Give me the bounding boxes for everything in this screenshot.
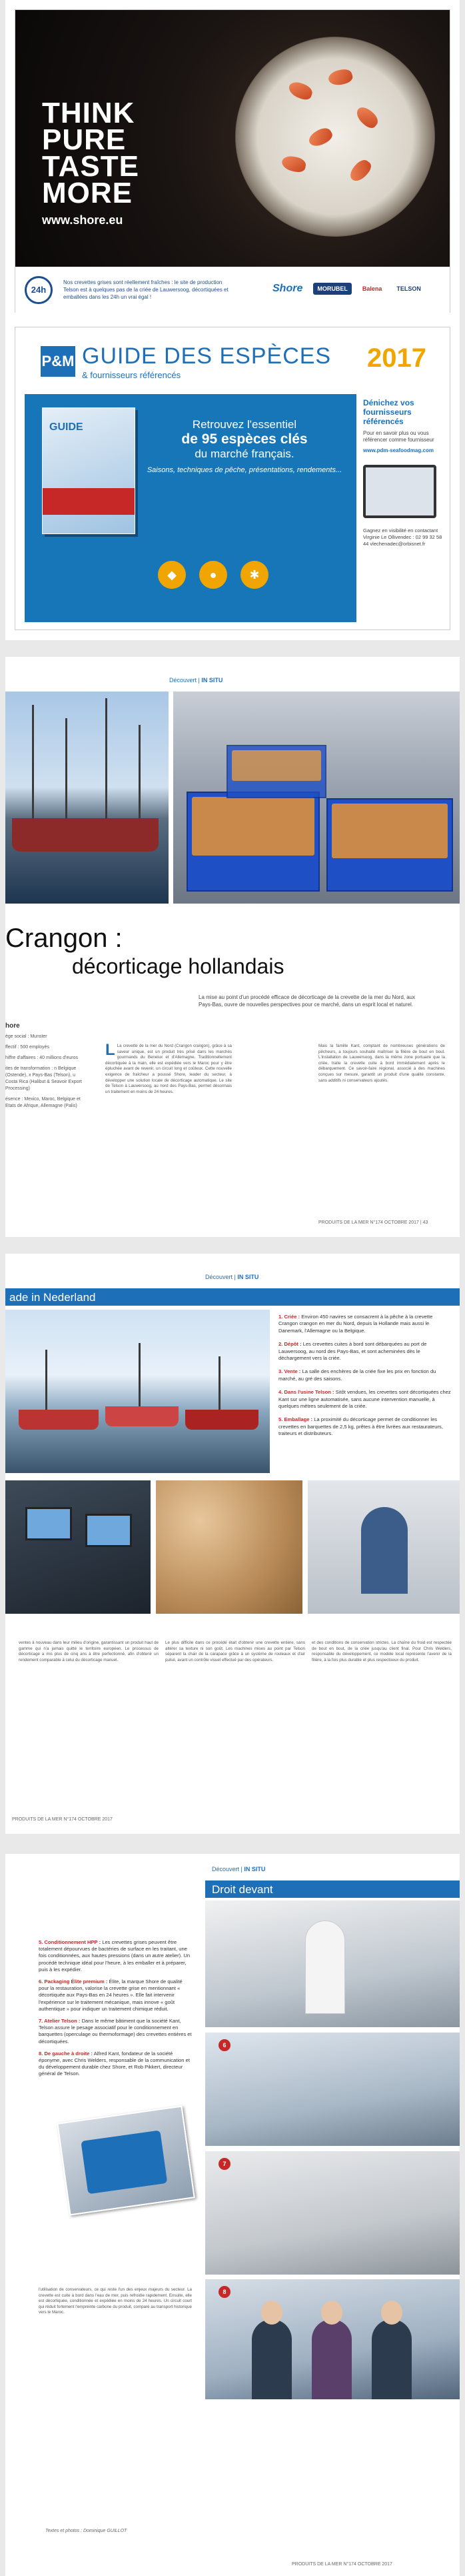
pitch-line-2: de 95 espèces clés: [181, 431, 308, 447]
article-page-nederland: [5, 1254, 460, 1834]
article-subtitle: décorticage hollandais: [72, 954, 284, 978]
page-folio: PRODUITS DE LA MER N°174 OCTOBRE 2017: [292, 2562, 392, 2567]
shore-ad-footer: [15, 267, 450, 313]
guide-especes-advertisement[interactable]: [15, 327, 450, 630]
side-contact: Gagnez en visibilité en contactant Virginie Le Ollivendec : 02 99 32 58 44 vlechenadec@orbisnet.fr: [363, 527, 442, 547]
ad-page: [5, 0, 460, 640]
shore-ad-text: Nos crevettes grises sont réellement fraîches : le site de production Telson est à quelques pas de la criée de Lauwersoog, décortiquées et emballées dans les 24h un vrai égal !: [63, 279, 229, 300]
shore-slogan: THINK PURE TASTE MORE: [42, 97, 139, 209]
article-title: Crangon :: [5, 924, 123, 953]
monitor-icon: [363, 465, 436, 518]
process-steps: [39, 1939, 192, 2083]
sidebar-item: ffectif : 500 employés: [5, 1045, 50, 1050]
brand-logos: [268, 280, 425, 297]
step-item: 8. De gauche à droite : Alfred Kant, fondateur de la société éponyme, avec Chris Welders, responsable de la communication et du développement durable chez Shore, et Rob Pikkert, directeur général de Telson.: [39, 2050, 190, 2077]
telson-logo: TELSON: [396, 285, 421, 292]
article-column: l'utilisation de conservateurs, ce qui reste l'un des enjeux majeurs du secteur. La crevette est cuite à bord dans l'eau de mer, puis refroidie rapidement. Ensuite, elle est décortiquée, conditionnée et expédiée en moins de 24 heures. Un circuit court qui réduit fortement l'empreinte carbone du produit, comparé au transport historique vers le Maroc.: [39, 2287, 192, 2315]
sidebar-item: ège social : Munster: [5, 1034, 47, 1039]
sidebar-title: hore: [5, 1022, 20, 1030]
article-column-2: Le plus difficile dans ce procédé était d'obtenir une crevette entière, sans altérer sa texture ni son goût. Les machines mises au point par Telson séparent la chair de la carapace grâce à un système de rouleaux et d'air pulsé, avant un contrôle visuel effectué par des opérateurs.: [165, 1640, 305, 1662]
species-icons: [158, 561, 268, 589]
crab-icon: ✱: [240, 561, 268, 589]
guide-book-image: [42, 407, 135, 534]
step-item: 5. Conditionnement HPP : Les crevettes grises peuvent être totalement dépourvues de bactéries de surface en les traitant, une fois conditionnées, aux hautes pressions (dans un autre atelier). Un procédé technique idéal pour l'heure, à les emballer et à préparer, puis à les expédier.: [39, 1939, 191, 1973]
guide-sidebar: [363, 398, 444, 547]
step-number-badge: 6: [219, 2039, 231, 2051]
guide-header: [15, 327, 450, 394]
side-text: Pour en savoir plus ou vous référencer comme fournisseur: [363, 430, 434, 443]
page-folio: PRODUITS DE LA MER N°174 OCTOBRE 2017 | 43: [318, 1220, 428, 1225]
step-item: 2. Dépôt : Les crevettes cuites à bord sont débarquées au port de Lauwersoog, au nord des Pays-Bas, et sont acheminées dès le déchargement vers la criée.: [278, 1341, 427, 1362]
sidebar-item: ites de transformation : n Belgique (Ostende), x Pays-Bas (Telson), u Costa Rica (Halibut & Seavoir Export Processing): [5, 1066, 82, 1091]
shore-logo: Shore: [272, 283, 303, 294]
guide-pitch: [145, 418, 344, 475]
article-page-droit-devant: [5, 1854, 460, 2576]
article-intro: La mise au point d'un procédé efficace de décorticage de la crevette de la mer du Nord, aux Pays-Bas, ouvre de nouvelles perspectives pour ce marché, dans un esprit local et naturel.: [199, 994, 416, 1008]
article-column-3: et des conditions de conservation strictes. La chaîne du froid est respectée de bout en bout, de la criée jusqu'au client final. Pour Chris Welders, responsable du développement, ce modèle local représente l'avenir de la filière, à la fois plus durable et plus respectueux du produit.: [312, 1640, 452, 1662]
team-portrait-photo: [205, 2279, 460, 2399]
sidebar-item: ésence : Mexico, Maroc, Belgique et Etats de Afrique, Allemagne (Palis): [5, 1097, 81, 1108]
photo-credit: Textes et photos : Dominique GUILLOT: [45, 2529, 127, 2533]
telson-workshop-photo: [205, 2151, 460, 2275]
guide-title: GUIDE DES ESPÈCES: [82, 343, 332, 369]
product-pack-photo: [57, 2105, 195, 2215]
shrimp-pile-photo: [156, 1480, 302, 1614]
book-title: GUIDE: [49, 421, 83, 433]
pitch-line-3: du marché français.: [195, 447, 294, 460]
sidebar-item: hiffre d'affaires : 40 millions d'euros: [5, 1056, 79, 1060]
morubel-logo: MORUBEL: [313, 283, 352, 295]
side-url-link[interactable]: www.pdm-seafoodmag.com: [363, 447, 434, 453]
company-sidebar: [5, 1022, 85, 1114]
article-page-crangon: [5, 657, 460, 1237]
fish-icon: ◆: [158, 561, 186, 589]
packaging-line-photo: [205, 2033, 460, 2146]
step-item: 5. Emballage : La proximité du décorticage permet de conditionner les crevettes en barquettes de 2,5 kg, prêtes à être livrées aux restaurateurs, traiteurs et distributeurs.: [278, 1416, 443, 1437]
shell-icon: ●: [199, 561, 227, 589]
step-item: 4. Dans l'usine Telson : Sitôt vendues, les crevettes sont décortiquées chez Kant sur une ligne automatisée, sans aucune intervention manuelle, à quelques mètres seulement de la criée.: [278, 1389, 451, 1410]
pm-logo: P&M: [41, 346, 75, 377]
section-title-bar: [5, 1288, 460, 1306]
shore-url-link[interactable]: www.shore.eu: [42, 213, 123, 227]
section-title: Droit devant: [212, 1883, 273, 1896]
pitch-line-1: Retrouvez l'essentiel: [192, 418, 297, 431]
shrimp-crates-photo: [173, 692, 460, 904]
step-number-badge: 7: [219, 2158, 231, 2170]
guide-body: [25, 394, 356, 622]
section-header: Découvert | IN SITU: [169, 677, 223, 684]
shrimp-plate-image: [235, 37, 435, 237]
section-header: Découvert | IN SITU: [212, 1866, 266, 1872]
shore-advertisement[interactable]: [15, 9, 450, 313]
fishing-boats-photo: [5, 692, 169, 904]
balena-logo: Balena: [362, 285, 382, 292]
shore-ad-visual: [15, 10, 450, 267]
section-header: Découvert | IN SITU: [205, 1274, 259, 1280]
guide-subtitle: & fournisseurs référencés: [82, 370, 181, 380]
step-item: 6. Packaging Élite premium : Élite, la marque Shore de qualité pour la restauration, valorise la crevette grise en mentionnant « décortiquée aux Pays-Bas en 24 heures ». Elle fait intervenir l'expérience sur le traitement mécanique, mais innove « goût authentique » pour indiquer un traitement chimique réduit.: [39, 1979, 183, 2012]
step-item: 1. Criée : Environ 450 navires se consacrent à la pêche à la crevette Crangon crangon en mer du Nord, depuis la Hollande mais aussi le Danemark, l'Allemagne ou la Belgique.: [278, 1314, 433, 1334]
article-column-1: ventes à nouveau dans leur milieu d'origine, garantissant un produit haut de gamme qui n'a jamais quitté le territoire européen. Le processus de décorticage a mis plus de cinq ans à être perfectionné, afin d'obtenir un rendement comparable à celui du décorticage manuel.: [19, 1640, 159, 1662]
section-title: ade in Nederland: [9, 1291, 96, 1304]
article-column-2: Mais la famille Kant, comptant de nombreuses générations de pêcheurs, a toujours souhaité maîtriser la filière de bout en bout. L'installation de Lauwersoog, dans la même zone portuaire que la criée, traite la crevette cuite à bord immédiatement après le débarquement. Ce savoir-faire régional, associé à des machines conçues sur mesure, garantit un produit d'une qualité constante, sans additifs ni conservateurs ajoutés.: [318, 1044, 445, 1083]
article-column-1: L La crevette de la mer du Nord (Crangon crangon), grâce à sa saveur unique, est un produit très prisé dans les marchés gourmands du Benelux et d'Allemagne. Traditionnellement décortiquée à la main, elle est expédiée vers le Maroc pour y être épluchée avant de revenir, un circuit long et coûteux. Cette nouvelle exigence de fraîcheur a poussé Shore, leader du secteur, à développer une solution locale de décorticage automatique. Le site de Telson à Lauwersoog, au nord des Pays-Bas, permet désormais un traitement en moins de 24 heures.: [105, 1041, 232, 1094]
guide-year: 2017: [367, 343, 426, 373]
book-strip: [43, 488, 135, 515]
page-folio: PRODUITS DE LA MER N°174 OCTOBRE 2017: [12, 1817, 113, 1822]
worker-photo: [308, 1480, 460, 1614]
drop-cap: L: [105, 1041, 115, 1059]
hpp-machine-photo: [205, 1900, 460, 2027]
step-item: 7. Atelier Telson : Dans le même bâtiment que la société Kant, Telson assure le pesage associatif pour le conditionnement en barquettes (operculage ou thermoformage) des crevettes entières et décortiquées.: [39, 2018, 192, 2045]
harbor-photo: [5, 1310, 270, 1473]
side-heading: Dénichez vos fournisseurs référencés: [363, 398, 414, 426]
process-steps: [278, 1314, 453, 1444]
step-number-badge: 8: [219, 2286, 231, 2298]
control-room-photo: [5, 1480, 151, 1614]
pitch-line-4: Saisons, techniques de pêche, présentations, rendements...: [147, 466, 342, 474]
24h-badge: 24h: [25, 276, 53, 304]
step-item: 3. Vente : La salle des enchères de la criée fixe les prix en fonction du marché, au gré des saisons.: [278, 1368, 436, 1382]
section-title-bar: [205, 1880, 460, 1898]
